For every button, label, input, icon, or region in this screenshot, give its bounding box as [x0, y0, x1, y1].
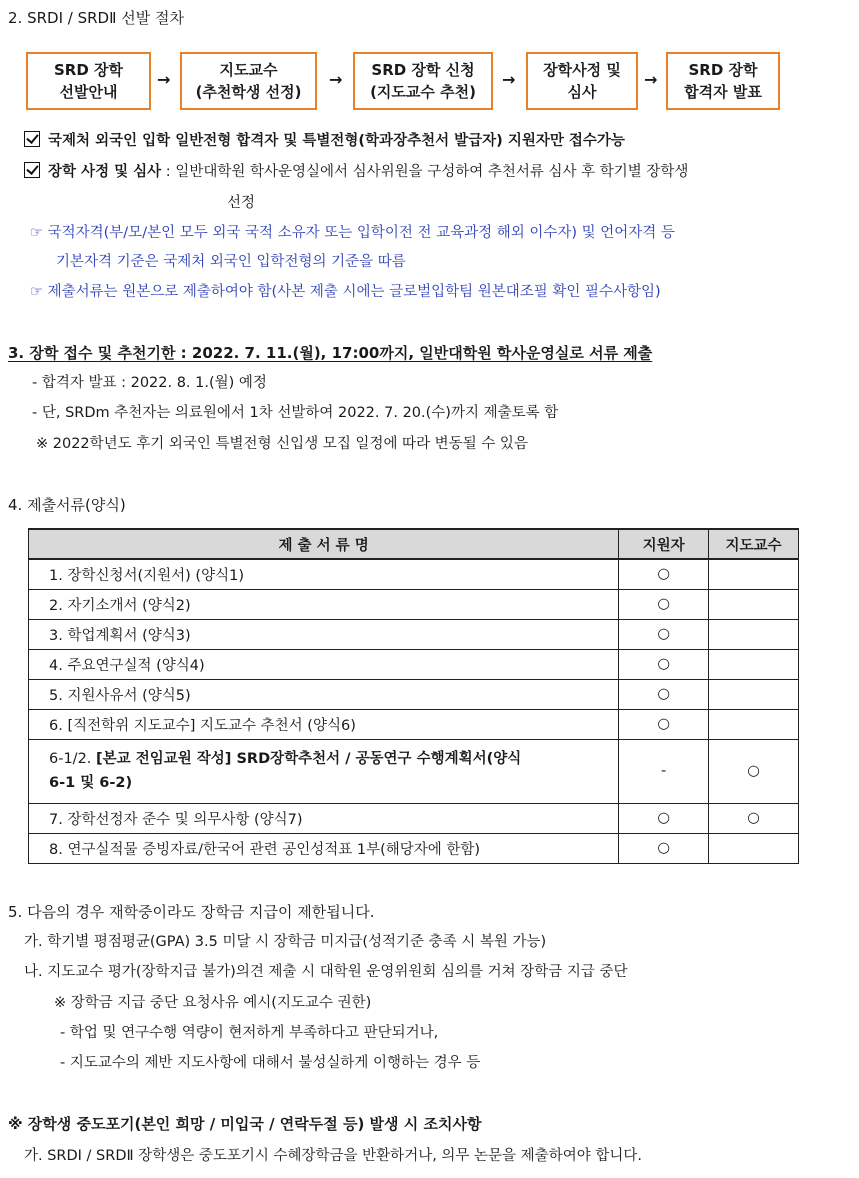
section-2-heading: 2. SRDⅠ / SRDⅡ 선발 절차 — [8, 9, 184, 27]
flow-step-2-line2: (추천학생 선정) — [195, 83, 302, 101]
section-3-item-1: - 합격자 발표 : 2022. 8. 1.(월) 예정 — [32, 375, 267, 391]
section-3-item-2: - 단, SRDm 추천자는 의료원에서 1차 선발하여 2022. 7. 20.(수)까지 제출토록 함 — [32, 405, 559, 421]
flow-arrow-icon: → — [157, 70, 171, 89]
flow-step-4-line2: 심사 — [567, 83, 597, 101]
check-item-2-text: : 일반대학원 학사운영실에서 심사위원을 구성하여 추천서류 심사 후 학기별 장학생 — [161, 164, 689, 180]
section-4-heading: 4. 제출서류(양식) — [8, 496, 126, 514]
flow-step-1-line2: 선발안내 — [59, 83, 118, 101]
check-item-2-continued: 선정 — [227, 195, 256, 211]
applicant-mark: ○ — [619, 709, 709, 739]
applicant-mark: - — [619, 739, 709, 803]
table-row — [29, 679, 799, 709]
table-row — [29, 803, 799, 833]
document-name: 6. [직전학위 지도교수] 지도교수 추천서 (양식6) — [29, 709, 619, 739]
section-3-note: ※ 2022학년도 후기 외국인 특별전형 신입생 모집 일정에 따라 변동될 수 있음 — [36, 436, 528, 452]
note-1-line-2: 기본자격 기준은 국제처 외국인 입학전형의 기준을 따름 — [56, 254, 406, 270]
flow-step-2-line1: 지도교수 — [219, 61, 278, 79]
advisor-mark — [709, 833, 799, 863]
advisor-mark — [709, 619, 799, 649]
flow-step-2 — [180, 52, 317, 110]
checkbox-icon — [24, 131, 40, 147]
table-row — [29, 589, 799, 619]
applicant-mark: ○ — [619, 833, 709, 863]
flow-step-5-line1: SRD 장학 — [688, 61, 758, 79]
note-1-line-1: ☞ 국적자격(부/모/본인 모두 외국 국적 소유자 또는 입학이전 전 교육과정 해외 이수자) 및 언어자격 등 — [30, 225, 675, 241]
check-item-2 — [24, 162, 688, 182]
flow-step-4-line1: 장학사정 및 — [543, 61, 621, 79]
flow-arrow-icon: → — [329, 70, 343, 89]
section-5-sub-2: - 지도교수의 제반 지도사항에 대해서 불성실하게 이행하는 경우 등 — [60, 1055, 481, 1071]
advisor-mark: ○ — [709, 803, 799, 833]
table-row — [29, 833, 799, 863]
table-row — [29, 619, 799, 649]
advisor-mark — [709, 709, 799, 739]
section-5-heading: 5. 다음의 경우 재학중이라도 장학금 지급이 제한됩니다. — [8, 903, 375, 921]
flow-step-5-line2: 합격자 발표 — [684, 83, 762, 101]
flow-step-5 — [666, 52, 780, 110]
advisor-mark — [709, 679, 799, 709]
section-5-note: ※ 장학금 지급 중단 요청사유 예시(지도교수 권한) — [54, 995, 372, 1011]
flow-step-4 — [526, 52, 638, 110]
applicant-mark: ○ — [619, 619, 709, 649]
table-row — [29, 739, 799, 803]
note-2: ☞ 제출서류는 원본으로 제출하여야 함(사본 제출 시에는 글로벌입학팀 원본대조필 확인 필수사항임) — [30, 284, 661, 300]
section-5-item-na: 나. 지도교수 평가(장학지급 불가)의견 제출 시 대학원 운영위원회 심의를 거쳐 장학금 지급 중단 — [24, 964, 628, 980]
table-header-row — [29, 529, 799, 559]
document-name: 7. 장학선정자 준수 및 의무사항 (양식7) — [29, 803, 619, 833]
section-5-sub-1: - 학업 및 연구수행 역량이 현저하게 부족하다고 판단되거나, — [60, 1025, 439, 1041]
checkbox-icon — [24, 162, 40, 178]
section-5-item-ga: 가. 학기별 평점평균(GPA) 3.5 미달 시 장학금 미지급(성적기준 충족 시 복원 가능) — [24, 934, 547, 950]
document-name: 5. 지원사유서 (양식5) — [29, 679, 619, 709]
applicant-mark: ○ — [619, 679, 709, 709]
applicant-mark: ○ — [619, 649, 709, 679]
column-header-advisor: 지도교수 — [709, 529, 799, 559]
advisor-mark — [709, 559, 799, 589]
check-item-2-label: 장학 사정 및 심사 — [48, 164, 162, 180]
flow-step-3-line2: (지도교수 추천) — [370, 83, 476, 101]
table-row — [29, 559, 799, 589]
flow-step-1 — [26, 52, 151, 110]
table-row — [29, 709, 799, 739]
column-header-applicant: 지원자 — [619, 529, 709, 559]
document-name: 4. 주요연구실적 (양식4) — [29, 649, 619, 679]
applicant-mark: ○ — [619, 803, 709, 833]
flow-arrow-icon: → — [644, 70, 658, 89]
document-name — [29, 739, 619, 803]
flow-step-1-line1: SRD 장학 — [53, 61, 123, 79]
document-name: 8. 연구실적물 증빙자료/한국어 관련 공인성적표 1부(해당자에 한함) — [29, 833, 619, 863]
applicant-mark: ○ — [619, 559, 709, 589]
applicant-mark: ○ — [619, 589, 709, 619]
table-row — [29, 649, 799, 679]
flow-step-3 — [353, 52, 493, 110]
document-name-bold-line1: [본교 전임교원 작성] SRD장학추천서 / 공동연구 수행계획서(양식 — [96, 751, 522, 767]
check-item-1 — [24, 131, 625, 151]
advisor-mark: ○ — [709, 739, 799, 803]
document-name: 1. 장학신청서(지원서) (양식1) — [29, 559, 619, 589]
document-name: 3. 학업계획서 (양식3) — [29, 619, 619, 649]
check-item-1-text: 국제처 외국인 입학 일반전형 합격자 및 특별전형(학과장추천서 발급자) 지원자만 접수가능 — [48, 133, 625, 149]
flow-step-3-line1: SRD 장학 신청 — [371, 61, 475, 79]
document-name: 2. 자기소개서 (양식2) — [29, 589, 619, 619]
advisor-mark — [709, 649, 799, 679]
documents-table — [28, 528, 799, 864]
section-6-item-ga: 가. SRDⅠ / SRDⅡ 장학생은 중도포기시 수혜장학금을 반환하거나, 의무 논문을 제출하여야 합니다. — [24, 1148, 642, 1164]
section-3-heading: 3. 장학 접수 및 추천기한 : 2022. 7. 11.(월), 17:00까지, 일반대학원 학사운영실로 서류 제출 — [8, 344, 653, 362]
document-name-prefix: 6-1/2. — [49, 751, 97, 767]
flow-arrow-icon: → — [502, 70, 516, 89]
advisor-mark — [709, 589, 799, 619]
document-name-bold-line2: 6-1 및 6-2) — [49, 775, 133, 791]
section-6-heading: ※ 장학생 중도포기(본인 희망 / 미입국 / 연락두절 등) 발생 시 조치사항 — [8, 1115, 482, 1133]
column-header-document: 제 출 서 류 명 — [29, 529, 619, 559]
